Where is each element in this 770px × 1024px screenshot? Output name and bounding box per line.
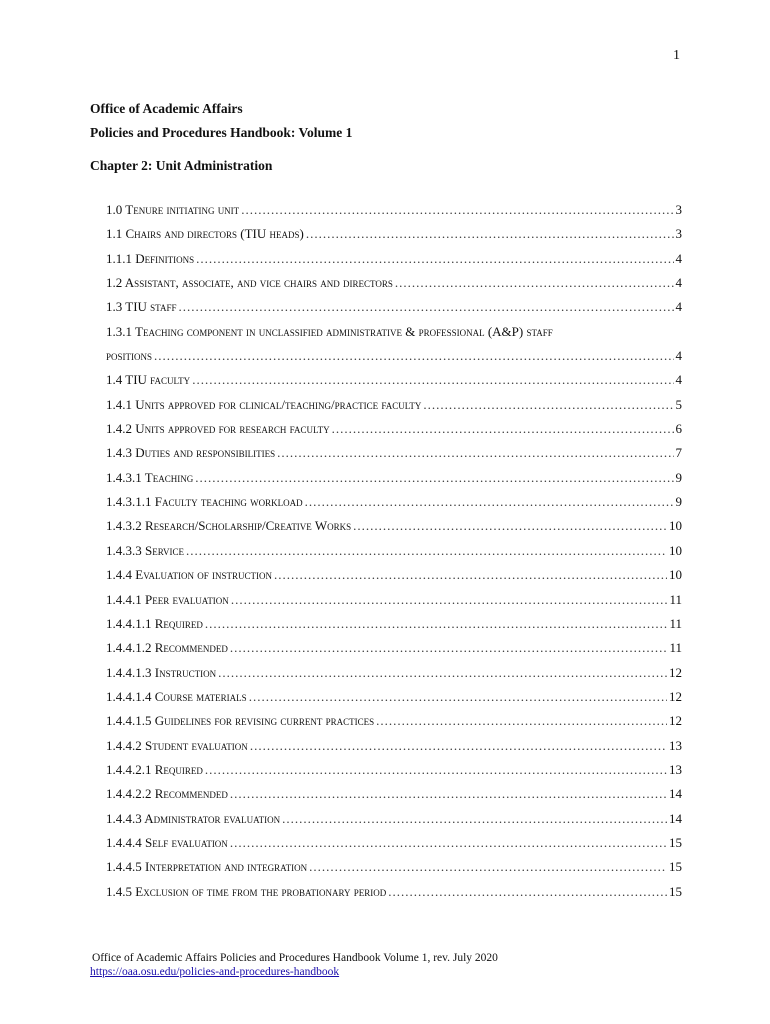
footer-text: Office of Academic Affairs Policies and Procedures Handbook Volume 1, rev. July 2020 bbox=[92, 952, 498, 964]
toc-entry-page: 11 bbox=[669, 640, 682, 656]
toc-entry-page: 13 bbox=[669, 761, 682, 777]
toc-entry-page: 12 bbox=[669, 688, 682, 704]
toc-entry-number: 1.4.4.2 bbox=[106, 737, 142, 753]
toc-entry-title bbox=[106, 640, 228, 656]
toc-entry-page: 10 bbox=[669, 518, 682, 534]
toc-entry-number: 1.4.2 bbox=[106, 421, 132, 437]
toc-entry-page: 4 bbox=[675, 299, 682, 315]
toc-entry-number: 1.4.4 bbox=[106, 567, 132, 583]
toc-entry-number: 1.4.3.2 bbox=[106, 518, 142, 534]
toc-entry[interactable] bbox=[106, 372, 682, 396]
toc-entry-text: Teaching bbox=[144, 469, 194, 485]
toc-entry[interactable] bbox=[106, 543, 682, 567]
toc-entry-title bbox=[106, 762, 203, 778]
toc-entry[interactable] bbox=[106, 299, 682, 323]
toc-leader bbox=[192, 372, 673, 388]
toc-entry-title bbox=[106, 251, 194, 267]
toc-entry-title bbox=[106, 665, 216, 681]
toc-entry-title bbox=[106, 884, 386, 900]
toc-entry-text: Interpretation and integration bbox=[145, 859, 308, 875]
toc-entry-text: Required bbox=[154, 615, 203, 631]
toc-entry-page: 15 bbox=[669, 883, 682, 899]
toc-entry-page: 7 bbox=[675, 445, 682, 461]
toc-leader bbox=[423, 397, 673, 413]
toc-entry-text: Duties and responsibilities bbox=[135, 445, 276, 461]
toc-entry-text: TIU faculty bbox=[125, 372, 191, 388]
toc-leader bbox=[241, 202, 673, 218]
toc-entry-page: 4 bbox=[675, 275, 682, 291]
toc-entry-title bbox=[106, 421, 330, 437]
chapter-title: Chapter 2: Unit Administration bbox=[90, 158, 273, 173]
toc-entry-page: 12 bbox=[669, 713, 682, 729]
toc-entry-text: Recommended bbox=[154, 786, 228, 802]
toc-entry-number: 1.4.4.1 bbox=[106, 591, 142, 607]
toc-entry[interactable] bbox=[106, 494, 682, 518]
toc-entry[interactable] bbox=[106, 445, 682, 469]
toc-entry-number: 1.4 bbox=[106, 372, 123, 388]
toc-entry-text: Peer evaluation bbox=[145, 591, 229, 607]
toc-entry-title bbox=[106, 372, 190, 388]
toc-leader bbox=[249, 689, 667, 705]
toc-entry-text: Evaluation of instruction bbox=[135, 567, 273, 583]
toc-entry-text: Exclusion of time from the probationary period bbox=[135, 883, 387, 899]
toc-entry-page: 3 bbox=[675, 226, 682, 242]
toc-entry[interactable] bbox=[106, 202, 682, 226]
toc-leader bbox=[196, 251, 673, 267]
toc-entry-title bbox=[106, 226, 304, 242]
toc-entry[interactable] bbox=[106, 616, 682, 640]
toc-entry-text: Chairs and directors (TIU heads) bbox=[125, 226, 304, 242]
toc-entry-text: TIU staff bbox=[125, 299, 177, 315]
toc-entry-number: 1.4.4.2.1 bbox=[106, 761, 152, 777]
toc-entry-text: Tenure initiating unit bbox=[125, 202, 240, 217]
toc-entry-page: 4 bbox=[675, 348, 682, 364]
toc-entry-page: 9 bbox=[675, 494, 682, 510]
toc-entry-title bbox=[106, 786, 228, 802]
toc-entry[interactable] bbox=[106, 811, 682, 835]
toc-entry-number: 1.4.3.3 bbox=[106, 542, 142, 558]
toc-entry-number: 1.2 bbox=[106, 275, 123, 291]
toc-entry[interactable] bbox=[106, 226, 682, 250]
toc-leader bbox=[332, 421, 674, 437]
toc-leader bbox=[282, 811, 667, 827]
toc-entry-title bbox=[106, 324, 553, 340]
toc-entry-page: 15 bbox=[669, 859, 682, 875]
toc-entry-number: 1.0 bbox=[106, 202, 123, 217]
toc-entry-title bbox=[106, 811, 280, 827]
toc-entry-page: 4 bbox=[675, 250, 682, 266]
toc-entry[interactable] bbox=[106, 640, 682, 664]
toc-entry-number: 1.4.4.1.4 bbox=[106, 688, 152, 704]
toc-entry-page: 15 bbox=[669, 834, 682, 850]
toc-leader bbox=[186, 543, 667, 559]
toc-entry[interactable] bbox=[106, 592, 682, 616]
office-title: Office of Academic Affairs bbox=[90, 101, 243, 116]
toc-leader bbox=[353, 518, 667, 534]
toc-entry-text: Service bbox=[145, 542, 185, 558]
toc-leader bbox=[395, 275, 674, 291]
toc-entry[interactable] bbox=[106, 397, 682, 421]
toc-leader bbox=[205, 616, 668, 632]
toc-entry-text: Units approved for research faculty bbox=[135, 421, 330, 437]
toc-entry-page: 11 bbox=[669, 615, 682, 631]
toc-entry-title bbox=[106, 445, 275, 461]
toc-entry-number: 1.4.3 bbox=[106, 445, 132, 461]
toc-entry-text: Units approved for clinical/teaching/practice faculty bbox=[135, 396, 422, 412]
toc-entry-text: Course materials bbox=[154, 688, 247, 704]
toc-entry-number: 1.4.1 bbox=[106, 396, 132, 412]
toc-entry-number: 1.4.3.1.1 bbox=[106, 494, 152, 510]
toc-entry-title bbox=[106, 202, 239, 218]
toc-entry-title bbox=[106, 592, 229, 608]
toc-leader bbox=[305, 494, 674, 510]
toc-entry[interactable] bbox=[106, 689, 682, 713]
toc-entry-page: 14 bbox=[669, 810, 682, 826]
footer bbox=[92, 951, 498, 979]
toc-entry-title bbox=[106, 470, 193, 486]
toc-entry-title bbox=[106, 348, 152, 364]
toc-entry-title bbox=[106, 616, 203, 632]
toc-entry-text: Teaching component in unclassified administrative & professional (A&P) staff bbox=[135, 323, 553, 339]
toc-entry[interactable] bbox=[106, 470, 682, 494]
toc-entry-number: 1.3 bbox=[106, 299, 123, 315]
toc-leader bbox=[231, 592, 668, 608]
toc-entry[interactable] bbox=[106, 518, 682, 542]
toc-entry-title bbox=[106, 275, 393, 291]
toc-leader bbox=[277, 445, 673, 461]
toc-leader bbox=[195, 470, 673, 486]
toc-entry-text: Required bbox=[154, 761, 203, 777]
table-of-contents bbox=[106, 202, 682, 908]
toc-entry-title bbox=[106, 859, 307, 875]
toc-entry-title bbox=[106, 518, 351, 534]
toc-leader bbox=[218, 665, 667, 681]
toc-entry-number: 1.4.4.1.1 bbox=[106, 615, 152, 631]
toc-entry-title bbox=[106, 567, 272, 583]
footer-link[interactable]: https://oaa.osu.edu/policies-and-procedures-handbook bbox=[90, 966, 340, 978]
toc-entry-page: 5 bbox=[675, 396, 682, 412]
toc-entry-page: 9 bbox=[675, 469, 682, 485]
toc-entry-text: Instruction bbox=[154, 664, 217, 680]
toc-entry-page: 13 bbox=[669, 737, 682, 753]
toc-entry[interactable] bbox=[106, 884, 682, 908]
toc-entry-title bbox=[106, 494, 303, 510]
toc-leader bbox=[178, 299, 673, 315]
toc-entry-text: Research/Scholarship/Creative Works bbox=[145, 518, 352, 534]
toc-entry-number: 1.3.1 bbox=[106, 323, 132, 339]
toc-entry-title bbox=[106, 397, 421, 413]
toc-entry-text: Administrator evaluation bbox=[144, 810, 281, 826]
toc-entry[interactable] bbox=[106, 738, 682, 762]
toc-entry-text: Guidelines for revising current practices bbox=[154, 713, 375, 729]
toc-entry-number: 1.4.4.1.3 bbox=[106, 664, 152, 680]
toc-leader bbox=[230, 640, 668, 656]
toc-entry[interactable] bbox=[106, 348, 682, 372]
toc-entry[interactable] bbox=[106, 786, 682, 810]
toc-leader bbox=[250, 738, 667, 754]
toc-entry-text: Recommended bbox=[154, 640, 228, 656]
toc-entry-text: Faculty teaching workload bbox=[154, 494, 303, 510]
toc-entry-number: 1.1 bbox=[106, 226, 123, 242]
toc-entry-page: 10 bbox=[669, 567, 682, 583]
toc-entry[interactable] bbox=[106, 251, 682, 275]
toc-entry-number: 1.4.5 bbox=[106, 883, 132, 899]
toc-entry-number: 1.4.4.3 bbox=[106, 810, 142, 826]
toc-entry-page: 12 bbox=[669, 664, 682, 680]
toc-entry-text: Student evaluation bbox=[145, 737, 248, 753]
toc-entry-title bbox=[106, 713, 374, 729]
toc-leader bbox=[388, 884, 667, 900]
toc-entry-number: 1.4.4.2.2 bbox=[106, 786, 152, 802]
toc-entry-page: 10 bbox=[669, 542, 682, 558]
toc-leader bbox=[376, 713, 667, 729]
toc-entry-number: 1.4.4.1.5 bbox=[106, 713, 152, 729]
toc-entry[interactable] bbox=[106, 275, 682, 299]
toc-leader bbox=[274, 567, 667, 583]
toc-entry-text: Assistant, associate, and vice chairs and directors bbox=[124, 275, 393, 291]
toc-entry[interactable] bbox=[106, 762, 682, 786]
toc-entry-page: 11 bbox=[669, 591, 682, 607]
toc-entry-number: 1.4.4.5 bbox=[106, 859, 142, 875]
toc-entry-page: 6 bbox=[675, 421, 682, 437]
toc-entry-title bbox=[106, 543, 184, 559]
toc-entry-number: 1.1.1 bbox=[106, 250, 132, 266]
toc-entry-text: Self evaluation bbox=[145, 834, 228, 850]
toc-entry-page: 14 bbox=[669, 786, 682, 802]
toc-entry[interactable] bbox=[106, 859, 682, 883]
toc-entry-title bbox=[106, 738, 248, 754]
toc-entry-title bbox=[106, 835, 228, 851]
toc-entry[interactable] bbox=[106, 713, 682, 737]
toc-entry-page: 4 bbox=[675, 372, 682, 388]
page-number: 1 bbox=[673, 48, 680, 63]
handbook-title: Policies and Procedures Handbook: Volume 1 bbox=[90, 125, 353, 140]
toc-entry-title bbox=[106, 299, 176, 315]
toc-leader bbox=[205, 762, 667, 778]
toc-entry[interactable] bbox=[106, 421, 682, 445]
toc-entry[interactable] bbox=[106, 324, 682, 348]
toc-leader bbox=[306, 226, 674, 242]
toc-entry-page: 3 bbox=[675, 202, 682, 217]
toc-entry-title bbox=[106, 689, 247, 705]
toc-entry-number: 1.4.4.4 bbox=[106, 834, 142, 850]
toc-leader bbox=[230, 835, 667, 851]
toc-entry-text: positions bbox=[106, 348, 153, 364]
toc-entry[interactable] bbox=[106, 835, 682, 859]
toc-leader bbox=[230, 786, 667, 802]
toc-entry[interactable] bbox=[106, 665, 682, 689]
toc-leader bbox=[154, 348, 673, 364]
toc-entry-number: 1.4.3.1 bbox=[106, 469, 142, 485]
toc-entry-number: 1.4.4.1.2 bbox=[106, 640, 152, 656]
toc-entry-text: Definitions bbox=[135, 250, 195, 266]
toc-entry[interactable] bbox=[106, 567, 682, 591]
toc-leader bbox=[309, 859, 667, 875]
